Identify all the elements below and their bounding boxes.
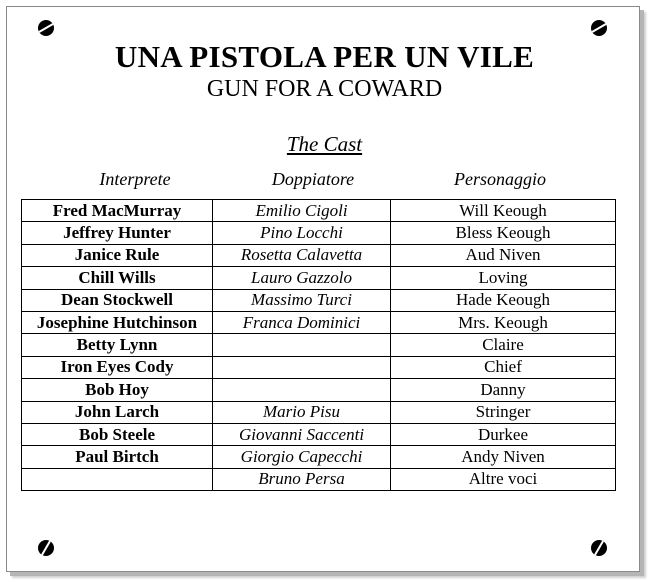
screw-icon — [38, 540, 54, 556]
cell-personaggio: Aud Niven — [391, 244, 616, 266]
table-row — [22, 423, 616, 445]
cell-doppiatore: Bruno Persa — [213, 468, 391, 490]
cell-interprete: Bob Steele — [22, 423, 213, 445]
page-title: UNA PISTOLA PER UN VILE — [114, 39, 535, 74]
cell-personaggio: Will Keough — [391, 200, 616, 222]
cell-personaggio: Loving — [391, 267, 616, 289]
cell-interprete: John Larch — [22, 401, 213, 423]
cell-doppiatore: Pino Locchi — [213, 222, 391, 244]
cell-personaggio: Altre voci — [391, 468, 616, 490]
cell-doppiatore: Franca Dominici — [213, 311, 391, 333]
cell-doppiatore — [213, 334, 391, 356]
column-header-interprete: Interprete — [99, 169, 171, 189]
cast-heading: The Cast — [286, 132, 363, 156]
cell-interprete: Fred MacMurray — [22, 200, 213, 222]
table-row — [22, 244, 616, 266]
screw-icon — [591, 20, 607, 36]
cell-interprete: Jeffrey Hunter — [22, 222, 213, 244]
cell-doppiatore: Massimo Turci — [213, 289, 391, 311]
table-row — [22, 222, 616, 244]
cell-personaggio: Andy Niven — [391, 446, 616, 468]
cell-doppiatore — [213, 379, 391, 401]
cell-interprete: Chill Wills — [22, 267, 213, 289]
cell-personaggio: Chief — [391, 356, 616, 378]
cell-interprete — [22, 468, 213, 490]
cell-interprete: Iron Eyes Cody — [22, 356, 213, 378]
cell-doppiatore: Giovanni Saccenti — [213, 423, 391, 445]
cell-interprete: Bob Hoy — [22, 379, 213, 401]
cast-table — [21, 199, 616, 491]
cell-doppiatore: Emilio Cigoli — [213, 200, 391, 222]
cell-personaggio: Stringer — [391, 401, 616, 423]
table-row — [22, 334, 616, 356]
table-row — [22, 468, 616, 490]
cell-interprete: Josephine Hutchinson — [22, 311, 213, 333]
table-row — [22, 356, 616, 378]
cell-doppiatore: Giorgio Capecchi — [213, 446, 391, 468]
table-row — [22, 379, 616, 401]
cell-doppiatore: Lauro Gazzolo — [213, 267, 391, 289]
cell-personaggio: Danny — [391, 379, 616, 401]
cell-doppiatore — [213, 356, 391, 378]
screw-icon — [38, 20, 54, 36]
table-row — [22, 401, 616, 423]
cell-doppiatore: Rosetta Calavetta — [213, 244, 391, 266]
table-row — [22, 267, 616, 289]
cell-personaggio: Hade Keough — [391, 289, 616, 311]
cell-interprete: Janice Rule — [22, 244, 213, 266]
table-row — [22, 200, 616, 222]
cell-personaggio: Mrs. Keough — [391, 311, 616, 333]
cell-interprete: Betty Lynn — [22, 334, 213, 356]
cell-doppiatore: Mario Pisu — [213, 401, 391, 423]
table-row — [22, 446, 616, 468]
cell-personaggio: Durkee — [391, 423, 616, 445]
cell-interprete: Dean Stockwell — [22, 289, 213, 311]
cell-personaggio: Bless Keough — [391, 222, 616, 244]
table-row — [22, 311, 616, 333]
table-row — [22, 289, 616, 311]
screw-icon — [591, 540, 607, 556]
cell-interprete: Paul Birtch — [22, 446, 213, 468]
column-header-doppiatore: Doppiatore — [271, 169, 355, 189]
cast-table-body — [22, 200, 616, 491]
cell-personaggio: Claire — [391, 334, 616, 356]
column-header-personaggio: Personaggio — [454, 169, 546, 189]
page-subtitle: GUN FOR A COWARD — [206, 76, 443, 102]
